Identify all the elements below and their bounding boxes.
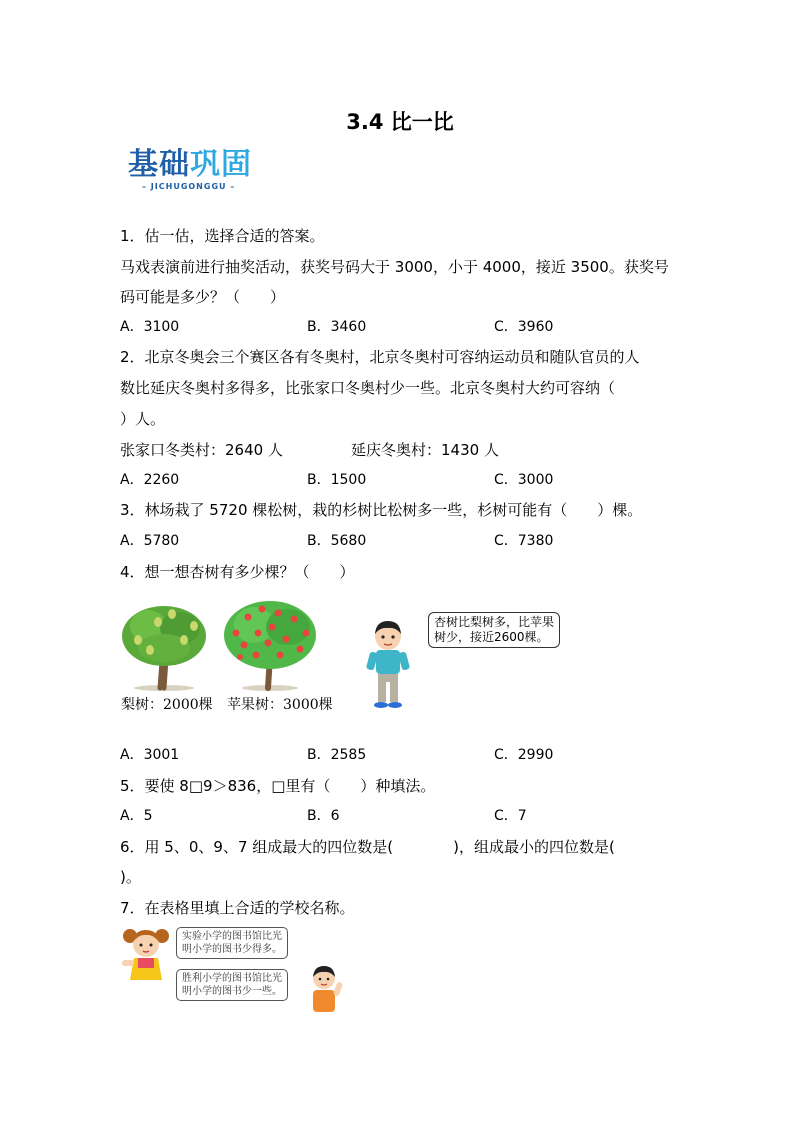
question-2-stem-line2: 数比延庆冬奥村多得多，比张家口冬奥村少一些。北京冬奥村大约可容纳（ [120, 379, 616, 397]
question-1-option-b: B．3460 [307, 319, 367, 335]
question-1-body-line1: 马戏表演前进行抽奖活动，获奖号码大于 3000，小于 4000，接近 3500。获奖号 [120, 258, 669, 276]
apple-tree-caption: 苹果树：3000棵 [227, 697, 333, 713]
question-1-option-a: A．3100 [120, 319, 180, 335]
question-2-stem-line3: ）人。 [120, 410, 166, 428]
question-3-option-b: B．5680 [307, 533, 367, 549]
question-2-stem-line1: 2．北京冬奥会三个赛区各有冬奥村，北京冬奥村可容纳运动员和随队官员的人 [120, 348, 640, 366]
question-3-stem: 3．林场栽了 5720 棵松树，栽的杉树比松树多一些，杉树可能有（ ）棵。 [120, 501, 643, 519]
boy-character-image [360, 618, 416, 710]
boy-character-image-q7 [304, 964, 344, 1012]
boy-speech-bubble [428, 612, 560, 648]
boy-q7-speech-line2: 明小学的图书少一些。 [182, 986, 282, 997]
banner-text-part2: 巩固 [190, 147, 252, 182]
question-5-stem: 5．要使 8□9＞836，□里有（ ）种填法。 [120, 777, 436, 795]
question-2-option-c: C．3000 [494, 472, 554, 488]
banner-subtitle: JICHUGONGGU [150, 182, 227, 191]
question-4-option-b: B．2585 [307, 747, 367, 763]
girl-speech-line2: 明小学的图书少得多。 [182, 944, 282, 955]
question-6-stem-line2: )。 [120, 868, 141, 886]
question-2-option-b: B．1500 [307, 472, 367, 488]
question-2-option-a: A．2260 [120, 472, 180, 488]
girl-character-image [120, 926, 172, 980]
question-3-option-c: C．7380 [494, 533, 554, 549]
question-2-info-zhangjiakou: 张家口冬类村：2640 人 [120, 441, 283, 459]
pear-tree-image [118, 600, 210, 692]
girl-speech-line1: 实验小学的图书馆比光 [182, 931, 282, 942]
boy-q7-speech-line1: 胜利小学的图书馆比光 [182, 973, 282, 984]
question-1-body-line2: 码可能是多少？（ ） [120, 288, 286, 306]
pear-tree-caption: 梨树：2000棵 [121, 697, 213, 713]
question-5-option-b: B．6 [307, 808, 340, 824]
question-2-info-yanqing: 延庆冬奥村：1430 人 [351, 441, 499, 459]
boy-speech-bubble-q7 [176, 969, 288, 1001]
question-4-option-c: C．2990 [494, 747, 554, 763]
question-6-stem-line1: 6．用 5、0、9、7 组成最大的四位数是( )，组成最小的四位数是( [120, 838, 615, 856]
question-1-stem: 1．估一估，选择合适的答案。 [120, 227, 325, 245]
girl-speech-bubble [176, 927, 288, 959]
apple-tree-image [220, 597, 320, 692]
question-4-option-a: A．3001 [120, 747, 180, 763]
question-1-option-c: C．3960 [494, 319, 554, 335]
page-title: 3.4 比一比 [346, 110, 454, 134]
question-5-option-a: A．5 [120, 808, 153, 824]
banner-text-part1: 基础 [128, 147, 190, 182]
boy-speech-line1: 杏树比梨树多，比苹果 [434, 615, 555, 629]
section-banner-logo: 基础 巩固 – JICHUGONGGU – [128, 147, 252, 191]
question-4-stem: 4．想一想杏树有多少棵？（ ） [120, 563, 355, 581]
question-7-stem: 7．在表格里填上合适的学校名称。 [120, 899, 355, 917]
question-5-option-c: C．7 [494, 808, 527, 824]
question-3-option-a: A．5780 [120, 533, 180, 549]
boy-speech-line2: 树少，接近2600棵。 [434, 630, 549, 644]
